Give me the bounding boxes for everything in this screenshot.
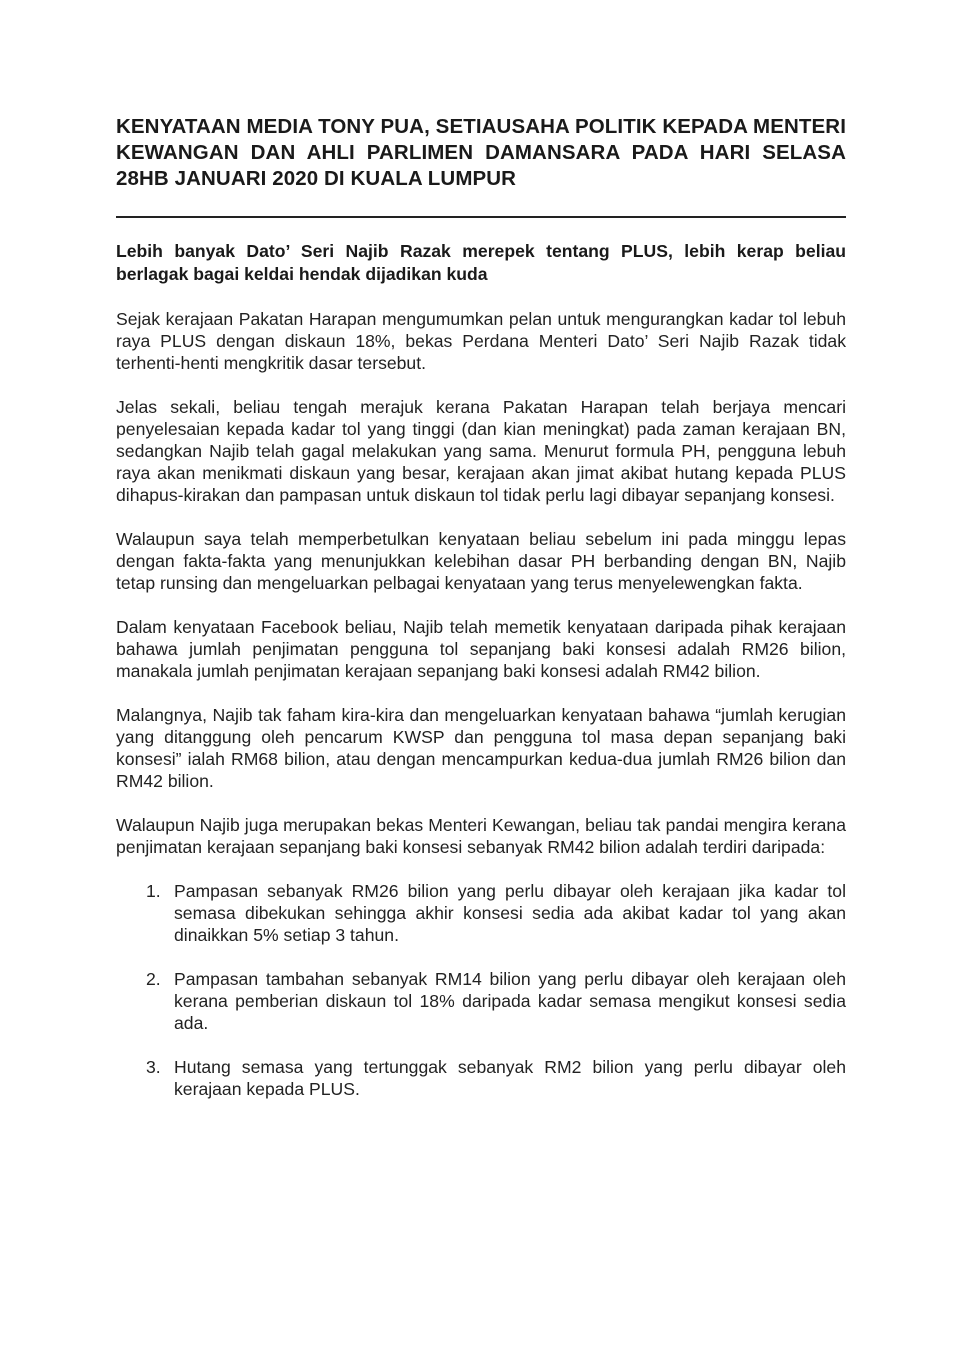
title-divider <box>116 216 846 218</box>
paragraph-2: Jelas sekali, beliau tengah merajuk kerana Pakatan Harapan telah berjaya mencari penyelesaian kepada kadar tol yang tinggi (dan kian meningkat) pada zaman kerajaan BN, sedangkan Najib telah gagal melakukan yang sama. Menurut formula PH, pengguna lebuh raya akan menikmati diskaun yang besar, kerajaan akan jimat akibat hutang kepada PLUS dihapus-kirakan dan pampasan untuk diskaun tol tidak perlu lagi dibayar sepanjang konsesi. <box>116 397 846 505</box>
document-title: KENYATAAN MEDIA TONY PUA, SETIAUSAHA POLITIK KEPADA MENTERI KEWANGAN DAN AHLI PARLIMEN DAMANSARA PADA HARI SELASA 28HB JANUARI 2020 DI KUALA LUMPUR <box>116 115 846 190</box>
list-item-number: 2. <box>146 969 161 989</box>
list-item <box>116 880 846 946</box>
paragraph-1: Sejak kerajaan Pakatan Harapan mengumumkan pelan untuk mengurangkan kadar tol lebuh raya PLUS dengan diskaun 18%, bekas Perdana Menteri Dato’ Seri Najib Razak tidak terhenti-henti mengkritik dasar tersebut. <box>116 309 846 373</box>
paragraph-3: Walaupun saya telah memperbetulkan kenyataan beliau sebelum ini pada minggu lepas dengan fakta-fakta yang menunjukkan kelebihan dasar PH berbanding dengan BN, Najib tetap runsing dan mengeluarkan pelbagai kenyataan yang terus menyelewengkan fakta. <box>116 529 846 593</box>
list-item-text: Pampasan tambahan sebanyak RM14 bilion yang perlu dibayar oleh kerajaan oleh kerana pemberian diskaun tol 18% daripada kadar semasa mengikut konsesi sedia ada. <box>174 969 846 1033</box>
list-item <box>116 1056 846 1100</box>
list-item-text: Pampasan sebanyak RM26 bilion yang perlu dibayar oleh kerajaan jika kadar tol semasa dibekukan sehingga akhir konsesi sedia ada akibat kadar tol yang akan dinaikkan 5% setiap 3 tahun. <box>174 881 846 945</box>
list-item-text: Hutang semasa yang tertunggak sebanyak RM2 bilion yang perlu dibayar oleh kerajaan kepada PLUS. <box>174 1057 846 1099</box>
paragraph-4: Dalam kenyataan Facebook beliau, Najib telah memetik kenyataan daripada pihak kerajaan bahawa jumlah penjimatan pengguna tol sepanjang baki konsesi adalah RM26 bilion, manakala jumlah penjimatan kerajaan sepanjang baki konsesi adalah RM42 bilion. <box>116 617 846 681</box>
press-statement-page <box>116 114 846 1122</box>
paragraph-6: Walaupun Najib juga merupakan bekas Menteri Kewangan, beliau tak pandai mengira kerana penjimatan kerajaan sepanjang baki konsesi sebanyak RM42 bilion adalah terdiri daripada: <box>116 815 846 857</box>
list-item-number: 3. <box>146 1057 161 1077</box>
paragraph-5: Malangnya, Najib tak faham kira-kira dan mengeluarkan kenyataan bahawa “jumlah kerugian yang ditanggung oleh pencarum KWSP dan pengguna tol masa depan sepanjang baki konsesi” ialah RM68 bilion, atau dengan mencampurkan kedua-dua jumlah RM26 bilion dan RM42 bilion. <box>116 705 846 791</box>
document-subtitle: Lebih banyak Dato’ Seri Najib Razak merepek tentang PLUS, lebih kerap beliau berlagak bagai keldai hendak dijadikan kuda <box>116 241 846 284</box>
list-item <box>116 968 846 1034</box>
numbered-list <box>116 880 846 1100</box>
list-item-number: 1. <box>146 881 161 901</box>
